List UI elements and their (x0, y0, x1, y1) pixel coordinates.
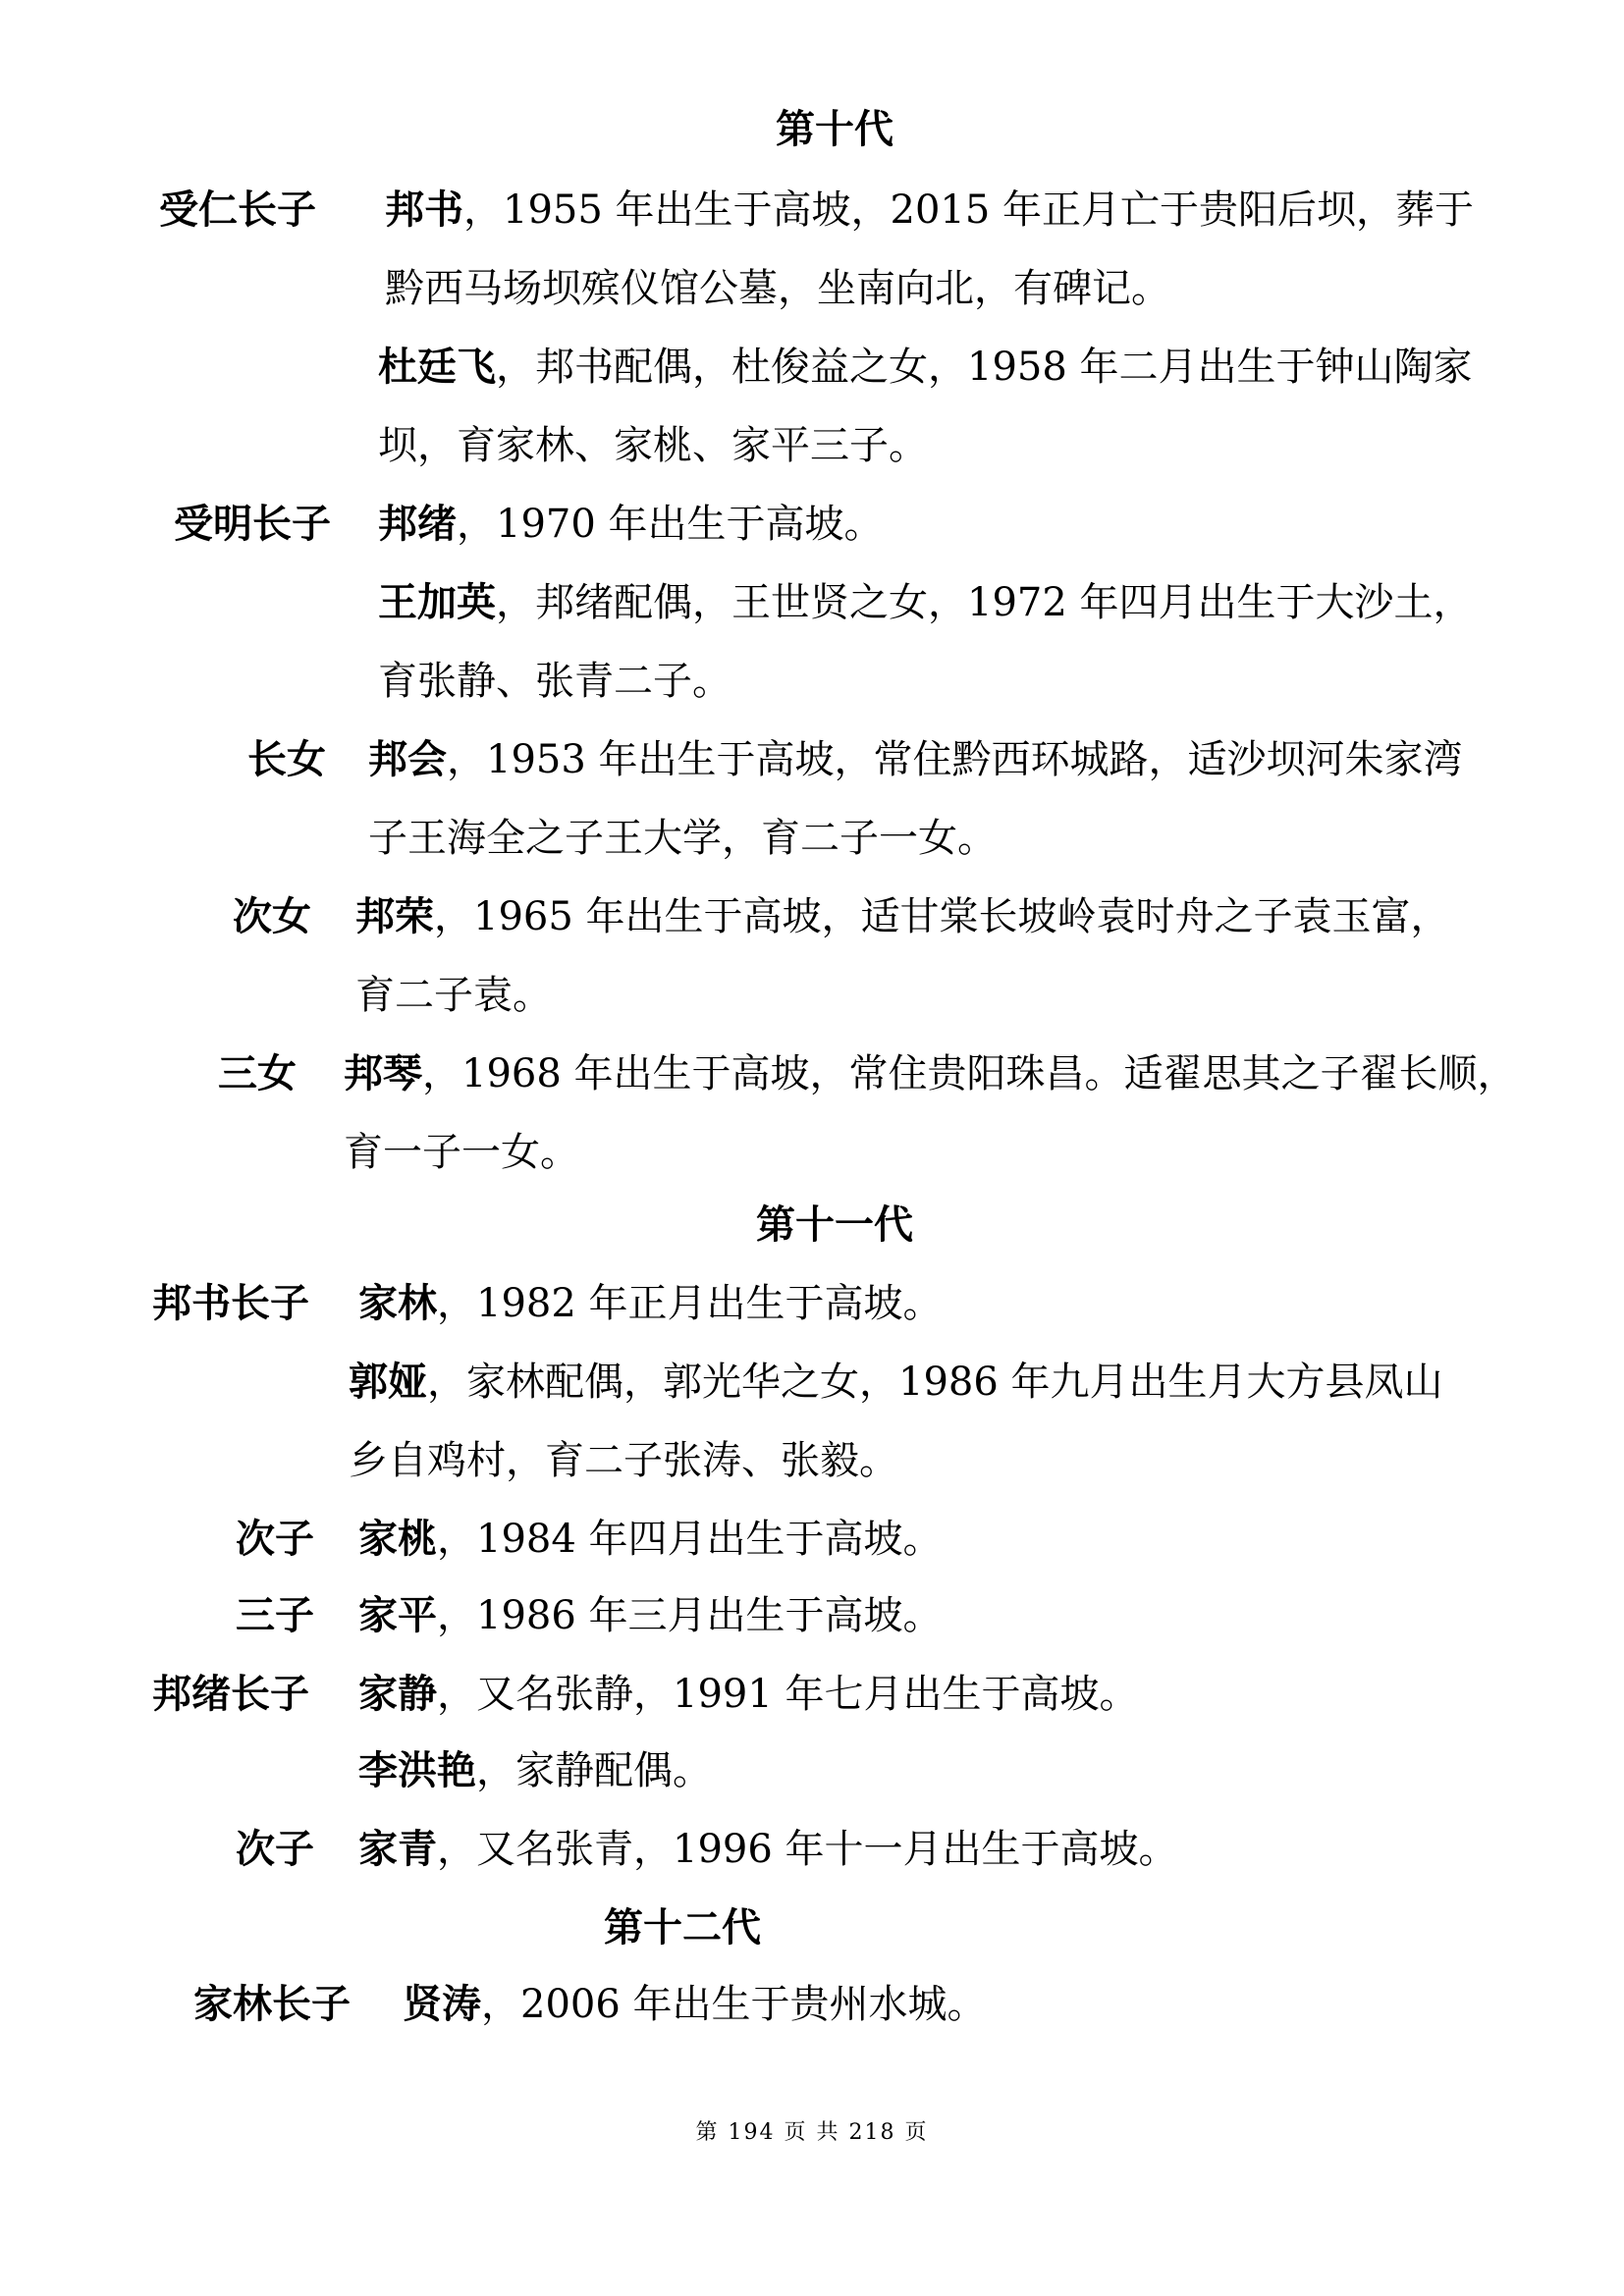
person-name: 杜廷飞 (378, 344, 496, 390)
entry-line: 子王海全之子王大学，育二子一女。 (368, 816, 997, 861)
entry-label: 受明长子 (174, 501, 331, 547)
person-name: 家桃 (358, 1516, 437, 1562)
page-number: 第 194 页 共 218 页 (695, 2120, 929, 2145)
entry-text (368, 734, 1463, 785)
entry-text (355, 891, 1450, 942)
section-heading: 第十一代 (756, 1201, 913, 1248)
entry-label: 邦绪长子 (152, 1671, 309, 1717)
person-name: 李洪艳 (358, 1747, 476, 1793)
section-heading: 第十代 (776, 106, 893, 152)
entry-text (358, 1590, 943, 1641)
entry-line: ，1955 年出生于高坡，2015 年正月亡于贵阳后坝，葬于 (463, 187, 1475, 233)
entry-line: 育一子一女。 (344, 1130, 579, 1175)
entry-line: 黔西马场坝殡仪馆公墓，坐南向北，有碑记。 (385, 266, 1170, 311)
entry-text (358, 1824, 1178, 1875)
entry-line: ，家林配偶，郭光华之女，1986 年九月出生月大方县凤山 (427, 1360, 1443, 1405)
person-name: 邦绪 (378, 501, 457, 547)
entry-line: ，又名张青，1996 年十一月出生于高坡。 (437, 1827, 1178, 1872)
entry-line: 乡自鸡村，育二子张涛、张毅。 (349, 1438, 898, 1483)
entry-text (358, 1278, 943, 1329)
entry-line: ，1986 年三月出生于高坡。 (437, 1593, 943, 1638)
person-name: 王加英 (378, 579, 496, 625)
entry-text (378, 577, 1473, 628)
entry-label: 长女 (247, 736, 326, 782)
entry-line: 育张静、张青二子。 (378, 659, 731, 704)
person-name: 邦书 (385, 187, 463, 233)
entry-text (349, 1357, 1443, 1408)
entry-line: ，家静配偶。 (476, 1748, 712, 1793)
person-name: 贤涛 (403, 1981, 481, 2027)
person-name: 家平 (358, 1592, 437, 1638)
person-name: 邦荣 (355, 893, 434, 939)
entry-line: 坝，育家林、家桃、家平三子。 (378, 423, 928, 468)
person-name: 邦会 (368, 736, 447, 782)
entry-text (358, 1514, 943, 1565)
entry-label: 三子 (236, 1592, 314, 1638)
entry-text (378, 499, 884, 550)
entry-text (344, 1048, 1517, 1099)
entry-text (403, 1979, 987, 2030)
entry-label: 家林长子 (193, 1981, 351, 2027)
entry-line: ，又名张静，1991 年七月出生于高坡。 (437, 1672, 1139, 1717)
entry-line: ，1965 年出生于高坡，适甘棠长坡岭袁时舟之子袁玉富， (434, 894, 1450, 939)
entry-line: ，1982 年正月出生于高坡。 (437, 1281, 943, 1326)
section-heading: 第十二代 (604, 1904, 761, 1950)
entry-label: 三女 (218, 1050, 297, 1096)
entry-text (358, 1745, 712, 1796)
entry-line: ，邦书配偶，杜俊益之女，1958 年二月出生于钟山陶家 (496, 345, 1473, 390)
entry-text (378, 342, 1473, 393)
entry-text (385, 185, 1474, 236)
person-name: 邦琴 (344, 1050, 422, 1096)
entry-line: 育二子袁。 (355, 973, 552, 1018)
person-name: 家林 (358, 1280, 437, 1326)
entry-line: ，1953 年出生于高坡，常住黔西环城路，适沙坝河朱家湾 (447, 737, 1463, 782)
entry-line: ，1970 年出生于高坡。 (457, 502, 884, 547)
person-name: 家静 (358, 1671, 437, 1717)
entry-label: 次女 (233, 893, 311, 939)
entry-label: 邦书长子 (152, 1280, 309, 1326)
entry-line: ，2006 年出生于贵州水城。 (481, 1982, 987, 2027)
person-name: 家青 (358, 1826, 437, 1872)
entry-line: ，邦绪配偶，王世贤之女，1972 年四月出生于大沙土， (496, 580, 1473, 625)
entry-label: 次子 (236, 1826, 314, 1872)
entry-line: ，1984 年四月出生于高坡。 (437, 1517, 943, 1562)
entry-text (358, 1669, 1139, 1720)
entry-label: 受仁长子 (159, 187, 316, 233)
entry-line: ，1968 年出生于高坡，常住贵阳珠昌。适翟思其之子翟长顺， (422, 1051, 1517, 1096)
entry-label: 次子 (236, 1516, 314, 1562)
person-name: 郭娅 (349, 1359, 427, 1405)
